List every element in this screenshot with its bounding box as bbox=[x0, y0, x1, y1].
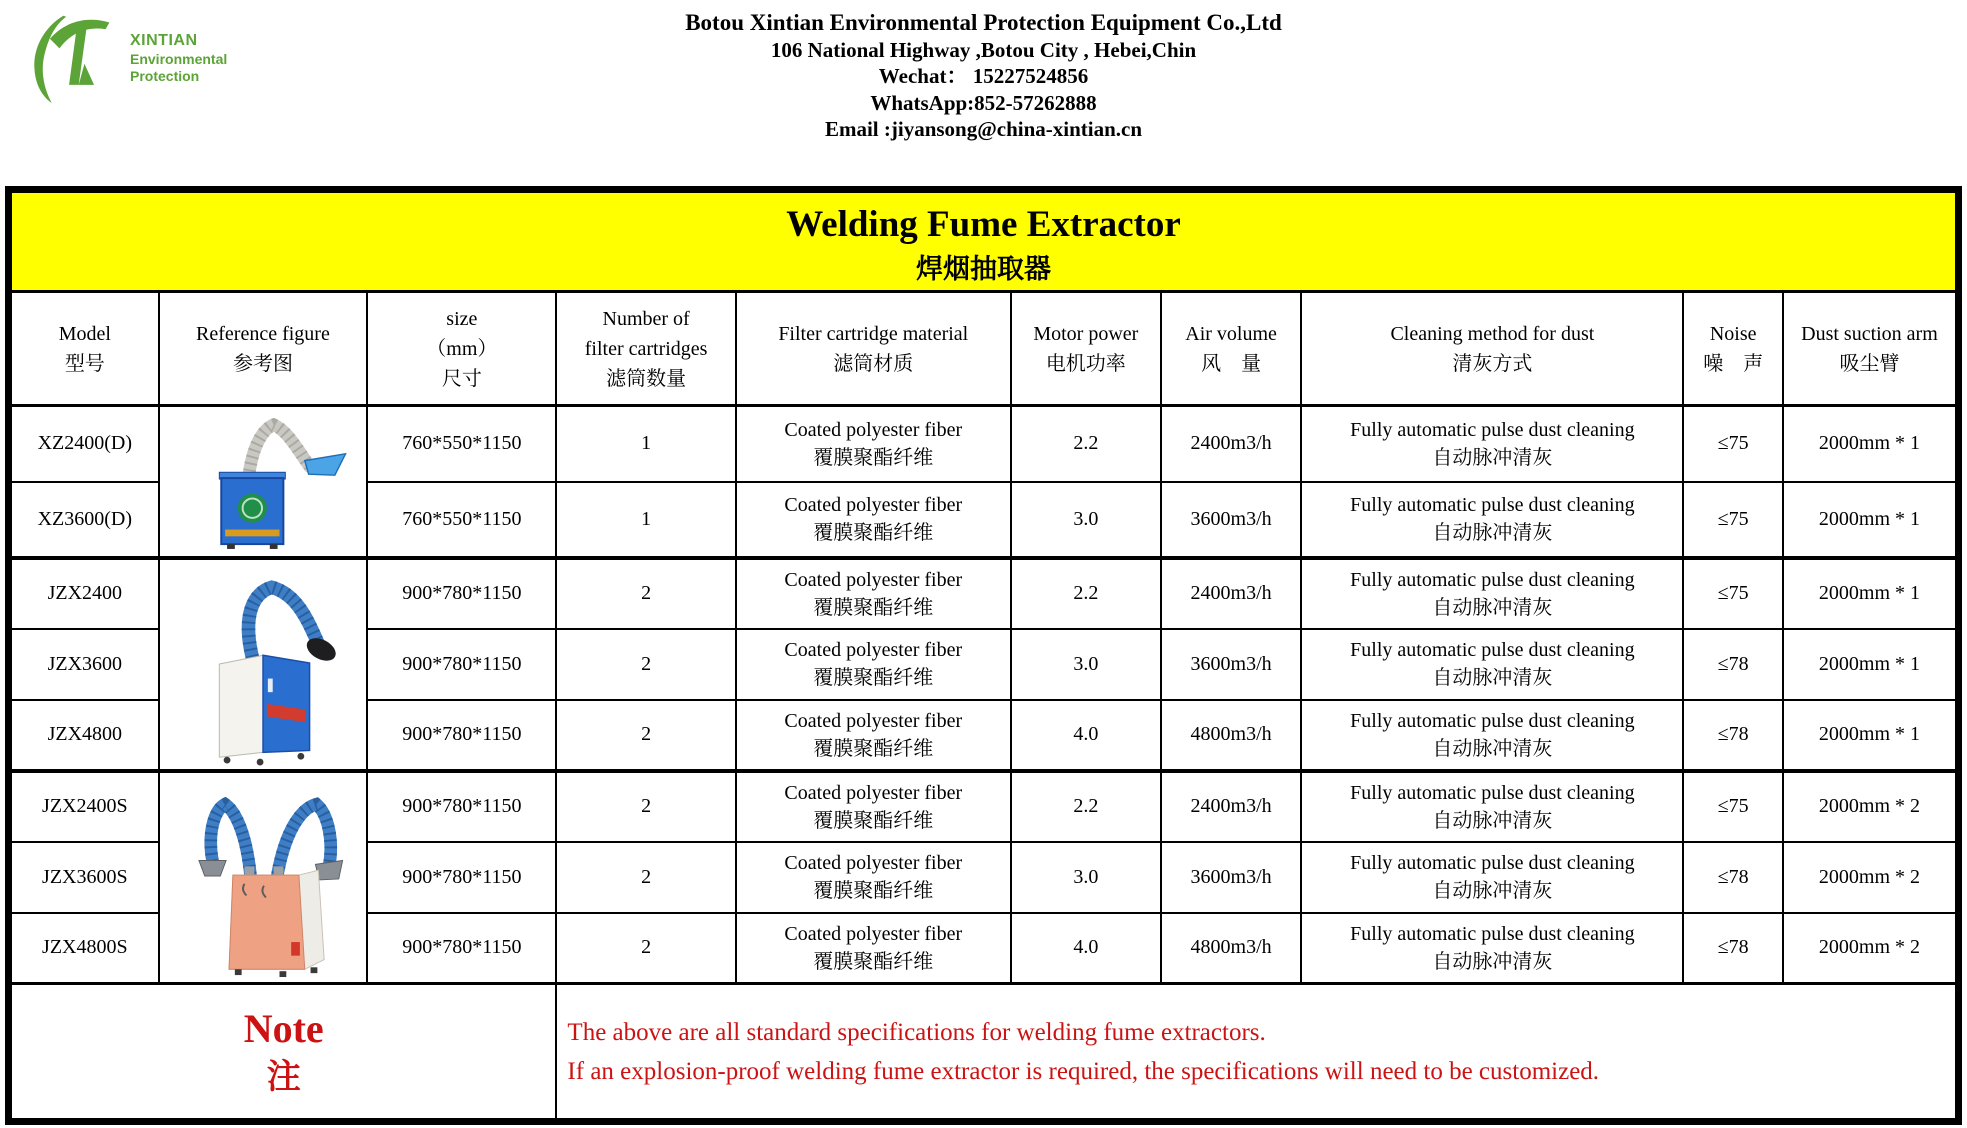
cell-cleaning bbox=[1301, 913, 1683, 984]
cell-power: 2.2 bbox=[1011, 558, 1161, 629]
cell-volume: 4800m3/h bbox=[1161, 700, 1301, 771]
table-row bbox=[9, 558, 1959, 629]
cell-material bbox=[736, 913, 1011, 984]
cell-size: 900*780*1150 bbox=[367, 842, 556, 913]
cell-model: JZX4800 bbox=[9, 700, 159, 771]
cell-model: JZX4800S bbox=[9, 913, 159, 984]
cleaning-en: Fully automatic pulse dust cleaning bbox=[1350, 494, 1635, 516]
note-label-en: Note bbox=[243, 1005, 324, 1051]
cell-volume: 2400m3/h bbox=[1161, 771, 1301, 842]
cell-cleaning bbox=[1301, 558, 1683, 629]
cell-model: JZX2400S bbox=[9, 771, 159, 842]
cell-model: XZ2400(D) bbox=[9, 406, 159, 482]
company-info bbox=[0, 0, 1967, 143]
cell-material bbox=[736, 482, 1011, 558]
cell-cleaning bbox=[1301, 406, 1683, 482]
note-label-zh: 注 bbox=[266, 1058, 301, 1096]
company-whatsapp: WhatsApp:852-57262888 bbox=[870, 90, 1097, 115]
cell-size: 900*780*1150 bbox=[367, 558, 556, 629]
col-arm-zh: 吸尘臂 bbox=[1839, 352, 1900, 375]
cell-cartridges: 2 bbox=[556, 842, 735, 913]
col-noise-en: Noise bbox=[1709, 322, 1757, 345]
col-cartridges-zh: 滤筒数量 bbox=[606, 367, 687, 390]
col-header-model bbox=[9, 292, 159, 406]
material-en: Coated polyester fiber bbox=[784, 781, 963, 804]
cell-material bbox=[736, 406, 1011, 482]
fume-extractor-figure-3 bbox=[163, 775, 363, 980]
col-cartridges-en2: filter cartridges bbox=[584, 337, 708, 360]
material-en: Coated polyester fiber bbox=[784, 852, 963, 874]
cell-noise: ≤75 bbox=[1683, 406, 1782, 482]
cell-cleaning bbox=[1301, 771, 1683, 842]
cell-size: 900*780*1150 bbox=[367, 629, 556, 700]
cleaning-en: Fully automatic pulse dust cleaning bbox=[1350, 568, 1635, 591]
company-email: Email :jiyansong@china-xintian.cn bbox=[824, 117, 1143, 141]
material-en: Coated polyester fiber bbox=[784, 922, 963, 945]
cell-size: 900*780*1150 bbox=[367, 700, 556, 771]
cell-volume: 3600m3/h bbox=[1161, 629, 1301, 700]
cleaning-en: Fully automatic pulse dust cleaning bbox=[1350, 639, 1635, 661]
cell-cleaning bbox=[1301, 842, 1683, 913]
cleaning-zh: 自动脉冲清灰 bbox=[1432, 950, 1553, 973]
fume-extractor-figure-2 bbox=[163, 562, 363, 767]
cell-volume: 4800m3/h bbox=[1161, 913, 1301, 984]
cell-model: JZX3600 bbox=[9, 629, 159, 700]
col-header-arm bbox=[1783, 292, 1959, 406]
col-header-power bbox=[1011, 292, 1161, 406]
cell-size: 760*550*1150 bbox=[367, 482, 556, 558]
logo-line-1: XINTIAN bbox=[130, 31, 198, 49]
note-label-cell bbox=[9, 984, 557, 1122]
cell-power: 3.0 bbox=[1011, 482, 1161, 558]
col-figure-zh: 参考图 bbox=[232, 352, 293, 375]
cell-arm: 2000mm * 1 bbox=[1783, 406, 1959, 482]
cell-size: 760*550*1150 bbox=[367, 406, 556, 482]
cell-arm: 2000mm * 1 bbox=[1783, 700, 1959, 771]
title-row bbox=[9, 190, 1959, 292]
material-zh: 覆膜聚酯纤维 bbox=[813, 596, 934, 619]
col-cleaning-en: Cleaning method for dust bbox=[1390, 322, 1595, 345]
material-zh: 覆膜聚酯纤维 bbox=[813, 950, 934, 973]
material-en: Coated polyester fiber bbox=[784, 709, 963, 732]
company-logo bbox=[22, 10, 227, 106]
company-name: Botou Xintian Environmental Protection Equipment Co.,Ltd bbox=[685, 10, 1282, 35]
cell-cartridges: 2 bbox=[556, 771, 735, 842]
cleaning-zh: 自动脉冲清灰 bbox=[1432, 522, 1553, 544]
cell-cleaning bbox=[1301, 482, 1683, 558]
title-band bbox=[9, 190, 1959, 292]
cell-arm: 2000mm * 1 bbox=[1783, 558, 1959, 629]
cleaning-zh: 自动脉冲清灰 bbox=[1432, 596, 1553, 619]
cell-volume: 3600m3/h bbox=[1161, 482, 1301, 558]
cell-volume: 2400m3/h bbox=[1161, 406, 1301, 482]
cell-cartridges: 1 bbox=[556, 482, 735, 558]
cleaning-en: Fully automatic pulse dust cleaning bbox=[1350, 852, 1635, 874]
spec-table bbox=[5, 186, 1962, 1125]
cleaning-zh: 自动脉冲清灰 bbox=[1432, 737, 1553, 760]
company-address: 106 National Highway ,Botou City , Hebei,Chin bbox=[770, 37, 1197, 62]
col-volume-zh: 风 量 bbox=[1201, 352, 1262, 375]
cell-noise: ≤75 bbox=[1683, 482, 1782, 558]
cell-power: 2.2 bbox=[1011, 771, 1161, 842]
page-title-zh: 焊烟抽取器 bbox=[916, 253, 1051, 284]
cell-cleaning bbox=[1301, 629, 1683, 700]
cleaning-zh: 自动脉冲清灰 bbox=[1432, 809, 1553, 832]
material-zh: 覆膜聚酯纤维 bbox=[813, 809, 934, 832]
cell-material bbox=[736, 771, 1011, 842]
cell-power: 2.2 bbox=[1011, 406, 1161, 482]
col-material-en: Filter cartridge material bbox=[778, 322, 969, 345]
col-size-zh: 尺寸 bbox=[441, 367, 482, 390]
note-line-2: If an explosion-proof welding fume extractor is required, the specifications will need to be customized. bbox=[567, 1057, 1600, 1085]
col-cartridges-en: Number of bbox=[602, 307, 690, 330]
material-en: Coated polyester fiber bbox=[784, 418, 963, 441]
cell-power: 3.0 bbox=[1011, 629, 1161, 700]
cell-power: 4.0 bbox=[1011, 913, 1161, 984]
cleaning-zh: 自动脉冲清灰 bbox=[1432, 446, 1553, 469]
material-zh: 覆膜聚酯纤维 bbox=[813, 667, 934, 689]
col-power-zh: 电机功率 bbox=[1045, 352, 1126, 375]
cleaning-zh: 自动脉冲清灰 bbox=[1432, 667, 1553, 689]
cell-volume: 3600m3/h bbox=[1161, 842, 1301, 913]
cell-cartridges: 2 bbox=[556, 913, 735, 984]
material-zh: 覆膜聚酯纤维 bbox=[813, 880, 934, 902]
cell-cartridges: 2 bbox=[556, 700, 735, 771]
table-row bbox=[9, 771, 1959, 842]
logo-text bbox=[130, 31, 227, 86]
company-wechat: Wechat： 15227524856 bbox=[878, 64, 1089, 88]
cell-power: 3.0 bbox=[1011, 842, 1161, 913]
cell-arm: 2000mm * 2 bbox=[1783, 913, 1959, 984]
material-zh: 覆膜聚酯纤维 bbox=[813, 522, 934, 544]
cell-cartridges: 2 bbox=[556, 558, 735, 629]
cell-cleaning bbox=[1301, 700, 1683, 771]
col-cleaning-zh: 清灰方式 bbox=[1452, 352, 1533, 375]
cleaning-en: Fully automatic pulse dust cleaning bbox=[1350, 418, 1635, 441]
cell-noise: ≤78 bbox=[1683, 700, 1782, 771]
cell-arm: 2000mm * 1 bbox=[1783, 482, 1959, 558]
cell-material bbox=[736, 842, 1011, 913]
logo-line-3: Protection bbox=[130, 68, 200, 84]
cleaning-en: Fully automatic pulse dust cleaning bbox=[1350, 781, 1635, 804]
cell-noise: ≤75 bbox=[1683, 558, 1782, 629]
col-header-cleaning bbox=[1301, 292, 1683, 406]
cell-size: 900*780*1150 bbox=[367, 913, 556, 984]
product-image-single-arm-blue bbox=[159, 406, 368, 558]
col-volume-en: Air volume bbox=[1185, 322, 1277, 345]
cell-cartridges: 2 bbox=[556, 629, 735, 700]
product-image-single-arm-white-blue bbox=[159, 558, 368, 771]
cell-material bbox=[736, 629, 1011, 700]
material-zh: 覆膜聚酯纤维 bbox=[813, 737, 934, 760]
cell-model: JZX2400 bbox=[9, 558, 159, 629]
cell-noise: ≤78 bbox=[1683, 629, 1782, 700]
material-en: Coated polyester fiber bbox=[784, 494, 963, 516]
cleaning-en: Fully automatic pulse dust cleaning bbox=[1350, 709, 1635, 732]
col-model-en: Model bbox=[58, 322, 111, 345]
cell-cartridges: 1 bbox=[556, 406, 735, 482]
table-row bbox=[9, 406, 1959, 482]
page-header bbox=[0, 0, 1967, 186]
cell-model: XZ3600(D) bbox=[9, 482, 159, 558]
cell-power: 4.0 bbox=[1011, 700, 1161, 771]
col-power-en: Motor power bbox=[1033, 322, 1139, 345]
fume-extractor-figure-1 bbox=[163, 408, 363, 554]
logo-line-2: Environmental bbox=[130, 50, 228, 67]
col-size-unit: （mm） bbox=[426, 337, 498, 360]
page-title: Welding Fume Extractor bbox=[786, 203, 1181, 245]
cell-noise: ≤78 bbox=[1683, 913, 1782, 984]
col-header-cartridges bbox=[556, 292, 735, 406]
col-size-en: size bbox=[446, 307, 478, 330]
cell-size: 900*780*1150 bbox=[367, 771, 556, 842]
col-header-volume bbox=[1161, 292, 1301, 406]
xintian-logo-icon bbox=[22, 10, 120, 106]
col-header-noise bbox=[1683, 292, 1782, 406]
cell-noise: ≤75 bbox=[1683, 771, 1782, 842]
note-text-cell bbox=[556, 984, 1958, 1122]
cell-volume: 2400m3/h bbox=[1161, 558, 1301, 629]
product-image-dual-arm-orange bbox=[159, 771, 368, 984]
cell-arm: 2000mm * 1 bbox=[1783, 629, 1959, 700]
col-header-figure bbox=[159, 292, 368, 406]
col-header-material bbox=[736, 292, 1011, 406]
cell-arm: 2000mm * 2 bbox=[1783, 842, 1959, 913]
col-model-zh: 型号 bbox=[64, 352, 105, 375]
cell-material bbox=[736, 558, 1011, 629]
cleaning-zh: 自动脉冲清灰 bbox=[1432, 880, 1553, 902]
table-header-row bbox=[9, 292, 1959, 406]
material-en: Coated polyester fiber bbox=[784, 568, 963, 591]
cleaning-en: Fully automatic pulse dust cleaning bbox=[1350, 922, 1635, 945]
cell-arm: 2000mm * 2 bbox=[1783, 771, 1959, 842]
material-en: Coated polyester fiber bbox=[784, 639, 963, 661]
col-header-size bbox=[367, 292, 556, 406]
material-zh: 覆膜聚酯纤维 bbox=[813, 446, 934, 469]
col-material-zh: 滤筒材质 bbox=[833, 352, 914, 375]
note-line-1: The above are all standard specifications for welding fume extractors. bbox=[567, 1018, 1266, 1046]
col-figure-en: Reference figure bbox=[196, 322, 330, 345]
cell-material bbox=[736, 700, 1011, 771]
note-row bbox=[9, 984, 1959, 1122]
col-arm-en: Dust suction arm bbox=[1801, 322, 1938, 345]
col-noise-zh: 噪 声 bbox=[1703, 352, 1764, 375]
cell-model: JZX3600S bbox=[9, 842, 159, 913]
cell-noise: ≤78 bbox=[1683, 842, 1782, 913]
